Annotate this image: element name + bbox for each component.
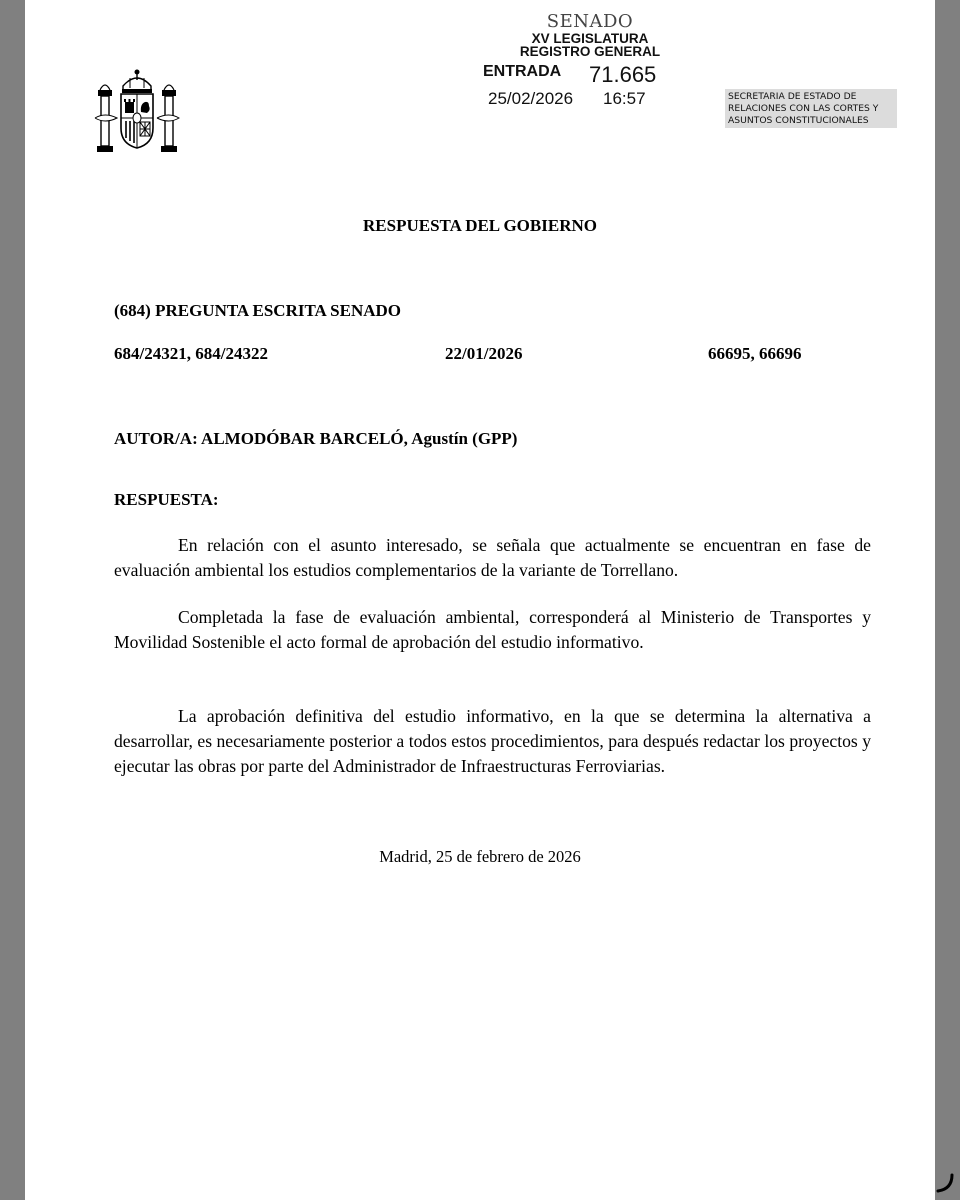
stamp-time: 16:57 (603, 89, 646, 108)
stamp-date: 25/02/2026 (488, 89, 574, 108)
secretaria-box (725, 89, 897, 128)
author-line: AUTOR/A: ALMODÓBAR BARCELÓ, Agustín (GPP) (114, 429, 518, 448)
body-paragraph-3: La aprobación definitiva del estudio informativo, en la que se determina la alternativa a desarrollar, es necesariamente posterior a todos estos procedimientos, para después redactar los proyectos y ejecutar las obras por parte del Administrador de Infraestructuras Ferroviarias. (114, 706, 871, 776)
stamp-legislatura: XV LEGISLATURA (531, 31, 649, 46)
body-paragraph-2: Completada la fase de evaluación ambiental, corresponderá al Ministerio de Transportes y Movilidad Sostenible el acto formal de aprobación del estudio informativo. (114, 607, 871, 652)
pregunta-heading: (684) PREGUNTA ESCRITA SENADO (114, 301, 401, 320)
ref-numbers: 684/24321, 684/24322 (114, 344, 268, 363)
place-date: Madrid, 25 de febrero de 2026 (379, 847, 581, 866)
stamp-registro: REGISTRO GENERAL (519, 44, 661, 59)
ref-codes: 66695, 66696 (708, 344, 802, 363)
page-curl-icon (934, 1172, 956, 1194)
ref-date: 22/01/2026 (445, 344, 523, 363)
stamp-entrada-label: ENTRADA (483, 63, 562, 80)
respuesta-label: RESPUESTA: (114, 490, 219, 509)
body-paragraph-1: En relación con el asunto interesado, se señala que actualmente se encuentran en fase de evaluación ambiental los estudios complementarios de la variante de Torrellano. (114, 535, 871, 580)
stamp-entrada-number: 71.665 (589, 62, 657, 87)
secretaria-line-1: SECRETARIA DE ESTADO DE (728, 91, 857, 102)
secretaria-line-3: ASUNTOS CONSTITUCIONALES (728, 115, 869, 127)
stamp-senado: SENADO (546, 11, 634, 32)
coat-of-arms-icon (93, 66, 181, 158)
secretaria-line-2: RELACIONES CON LAS CORTES Y (728, 103, 879, 115)
document-page (25, 0, 935, 1200)
document-title: RESPUESTA DEL GOBIERNO (363, 216, 597, 235)
